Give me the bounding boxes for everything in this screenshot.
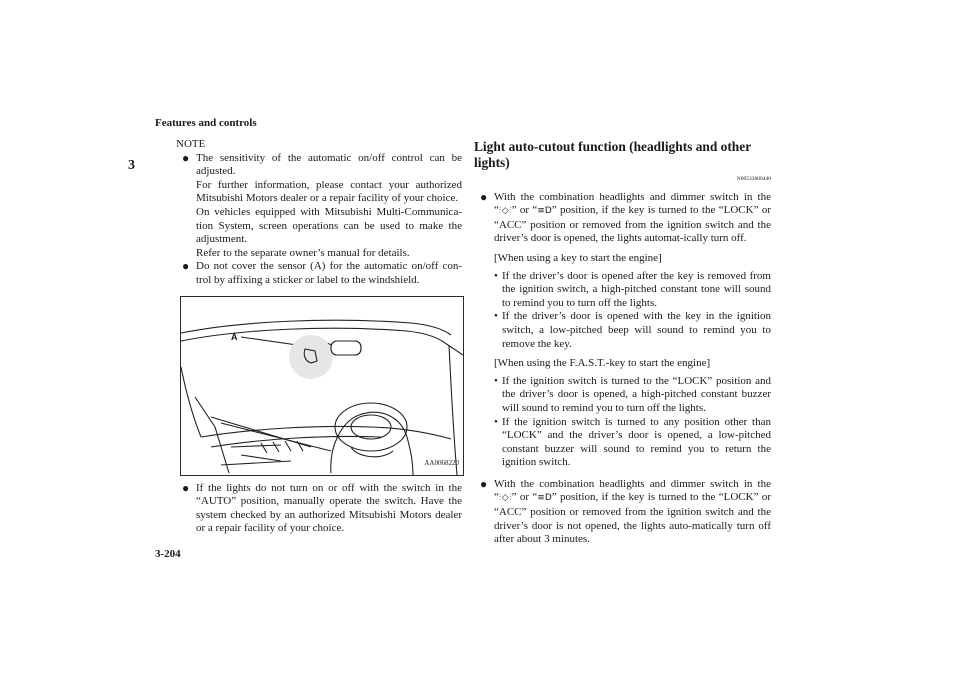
- bullet-icon: ●: [182, 150, 190, 165]
- bullet-text: The sensitivity of the automatic on/off control can be adjusted.: [196, 151, 462, 178]
- bullet-text: Do not cover the sensor (A) for the automatic on/off con-trol by affixing a sticker or label to the windshield.: [196, 260, 462, 286]
- left-column: [176, 138, 462, 536]
- bullet-icon: ●: [182, 259, 190, 274]
- text-part: ” position, if the key is turned to the “LOCK” or “ACC” position or removed from the ignition switch and the driver’s door is opened, the lights automat-ically turn off.: [494, 204, 771, 245]
- chapter-tab: 3: [128, 158, 135, 173]
- bullet-icon: ●: [480, 476, 488, 491]
- note-bullet-2: [180, 260, 462, 287]
- parking-lamp-icon: ⫶◇⫶: [498, 493, 512, 504]
- text-part: With the combination headlights and dimmer switch in the “: [494, 190, 771, 217]
- note-bullet-3: [180, 482, 462, 536]
- list-item: [494, 310, 771, 351]
- bullet-icon: ●: [182, 480, 190, 495]
- auto-cutout-bullet-1: [478, 191, 771, 470]
- text-part: ” position, if the key is turned to the “LOCK” or “ACC” position or removed from the ignition switch and the driver’s door is not opened, the lights auto-matically turn off after about 3 minutes.: [494, 491, 771, 546]
- bullet-text: If the lights do not turn on or off with the switch in the “AUTO” position, manually operate the switch. Have the system checked by an authorized Mitsubishi Motors dealer or a repair facility of your choice.: [196, 481, 462, 535]
- list-item: [494, 416, 771, 470]
- key-start-heading: [When using a key to start the engine]: [494, 251, 662, 264]
- section-code: N00532600440: [736, 176, 771, 182]
- page-number: 3-204: [155, 548, 181, 560]
- windshield-sensor-illustration: [180, 296, 464, 476]
- note-label: NOTE: [176, 138, 206, 150]
- bullet-text: On vehicles equipped with Mitsubishi Multi-Communica-tion System, screen operations can be used to make the adjustment.: [196, 205, 462, 246]
- list-item-text: If the driver’s door is opened with the key in the ignition switch, a low-pitched beep will sound to remind you to remove the key.: [502, 310, 771, 350]
- fast-key-heading: [When using the F.A.S.T.-key to start the engine]: [494, 357, 711, 370]
- windshield-drawing: [181, 297, 463, 475]
- bullet-text: For further information, please contact your authorized Mitsubishi Motors dealer or a repair facility of your choice.: [196, 178, 462, 205]
- right-column: [474, 139, 771, 547]
- list-item: [494, 375, 771, 416]
- bullet-icon: ●: [480, 189, 488, 204]
- text-part: ” or “: [511, 491, 538, 504]
- list-item-text: If the driver’s door is opened after the key is removed from the ignition switch, a high-pitched constant tone will sound to remind you to turn off the lights.: [502, 269, 771, 309]
- list-item-text: If the ignition switch is turned to the “LOCK” position and the driver’s door is opened, a high-pitched constant buzzer will sound to remind you to turn off the lights.: [502, 374, 771, 414]
- text-part: With the combination headlights and dimmer switch in the “: [494, 477, 771, 504]
- text-part: ” or “: [511, 204, 538, 217]
- dot-icon: •: [494, 374, 498, 387]
- auto-cutout-bullet-2: [478, 478, 771, 547]
- dot-icon: •: [494, 310, 498, 323]
- headlamp-icon: ≡D: [537, 206, 552, 217]
- bullet-text: Refer to the separate owner’s manual for details.: [196, 246, 410, 259]
- headlamp-icon: ≡D: [537, 493, 552, 504]
- note-bullet-1: [180, 152, 462, 261]
- list-item: [494, 270, 771, 311]
- section-title: Light auto-cutout function (headlights and other lights): [474, 139, 751, 170]
- figure-code: AA0068220: [424, 458, 459, 467]
- bullet-text: [494, 478, 771, 547]
- dot-icon: •: [494, 415, 498, 428]
- bullet-text: [494, 191, 771, 246]
- parking-lamp-icon: ⫶◇⫶: [498, 206, 512, 217]
- callout-a-label: A: [231, 331, 238, 342]
- dot-icon: •: [494, 269, 498, 282]
- running-header: Features and controls: [155, 117, 257, 129]
- list-item-text: If the ignition switch is turned to any position other than “LOCK” and the driver’s door is opened, a low-pitched constant buzzer will sound to remind you to return the ignition switch.: [502, 415, 771, 469]
